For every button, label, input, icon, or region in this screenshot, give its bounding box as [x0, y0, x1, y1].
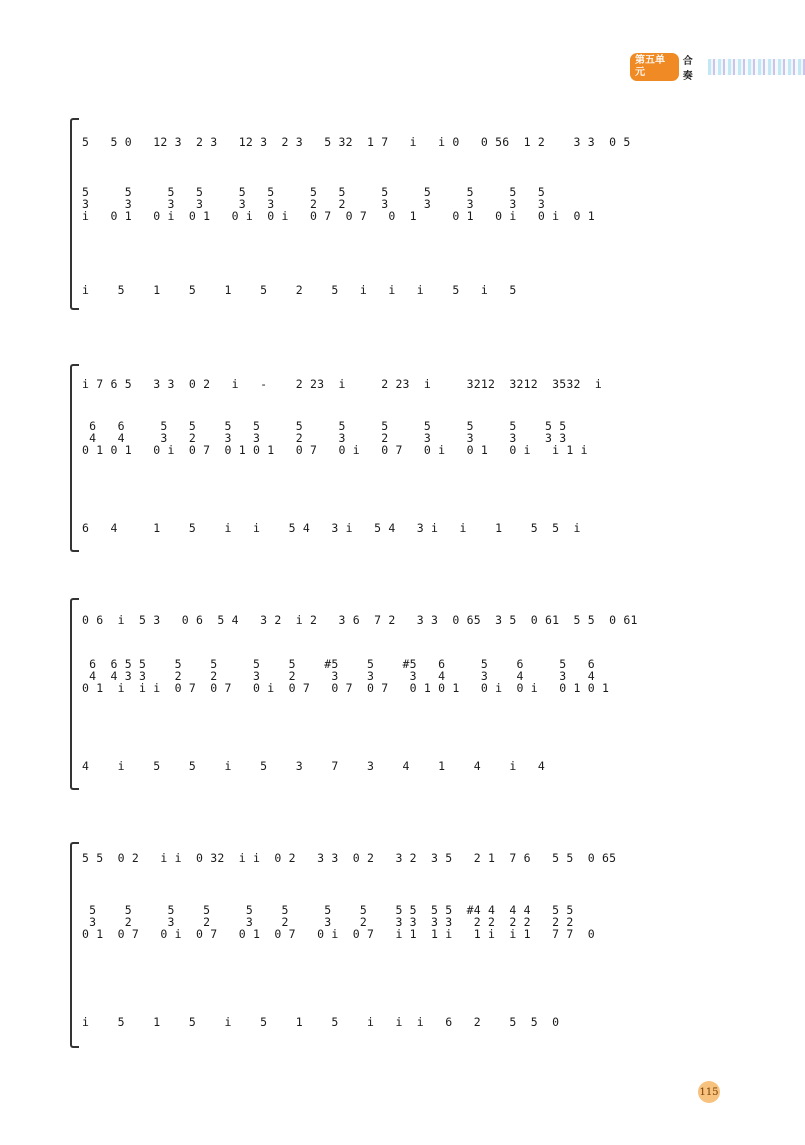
section-title: 合奏: [682, 56, 693, 82]
system-brace: [70, 598, 79, 790]
notation-line: 5 5 0 12 3 2 3 12 3 2 3 5 32 1 7 i i 0 0 56 1 2 3 3 0 5: [82, 135, 631, 149]
system-brace: [70, 118, 79, 310]
notation-line: 6 6 5 5 5 5 5 5 #5 5 #5 6 5 6 5 6: [82, 657, 595, 671]
notation-line: 4 4 3 3 2 2 3 2 3 3 3 4 3 4 3 4: [82, 669, 595, 683]
bass-part: [82, 520, 730, 564]
page-number: 115: [698, 1081, 720, 1103]
notation-line: 0 1 i i i 0 7 0 7 0 i 0 7 0 7 0 7 0 1 0 1 0 i 0 i 0 1 0 1: [82, 681, 610, 695]
notation-line: 5 5 0 2 i i 0 32 i i 0 2 3 3 0 2 3 2 3 5 2 1 7 6 5 5 0 65: [82, 851, 617, 865]
notation-line: 4 4 3 2 3 3 2 3 2 3 3 3 3 3: [82, 431, 567, 445]
bass-part: [82, 1014, 730, 1058]
notation-line: 3 3 3 3 3 3 2 2 3 3 3 3 3: [82, 197, 546, 211]
notation-line: 0 6 i 5 3 0 6 5 4 3 2 i 2 3 6 7 2 3 3 0 65 3 5 0 61 5 5 0 61: [82, 613, 638, 627]
notation-line: 6 6 5 5 5 5 5 5 5 5 5 5 5 5: [82, 419, 567, 433]
score-system-3: [70, 598, 730, 790]
unit-badge: 第五单元: [630, 53, 679, 81]
harmony-part: [82, 184, 730, 228]
harmony-part: [82, 656, 730, 700]
notation-line: i 5 1 5 i 5 1 5 i i i 6 2 5 5 0: [82, 1015, 560, 1029]
bass-part: [82, 758, 730, 802]
notation-line: 0 1 0 1 0 i 0 7 0 1 0 1 0 7 0 i 0 7 0 i 0 1 0 i i 1 i: [82, 443, 588, 457]
melody-part: [82, 848, 730, 892]
system-brace: [70, 364, 79, 552]
harmony-part: [82, 418, 730, 462]
unit-header: [630, 55, 805, 82]
notation-line: 0 1 0 7 0 i 0 7 0 1 0 7 0 i 0 7 i 1 1 i 1 i i 1 7 7 0: [82, 927, 595, 941]
header-decoration: [708, 59, 805, 75]
notation-line: 3 2 3 2 3 2 3 2 3 3 3 3 2 2 2 2 2 2: [82, 915, 574, 929]
notation-line: 5 5 5 5 5 5 5 5 5 5 5 5 5: [82, 185, 546, 199]
score-system-2: [70, 364, 730, 552]
harmony-part: [82, 902, 730, 946]
score-system-1: [70, 118, 730, 310]
notation-line: 4 i 5 5 i 5 3 7 3 4 1 4 i 4: [82, 759, 546, 773]
score-system-4: [70, 842, 730, 1048]
notation-line: i 5 1 5 1 5 2 5 i i i 5 i 5: [82, 283, 517, 297]
system-brace: [70, 842, 79, 1048]
melody-part: [82, 132, 730, 176]
notation-line: 6 4 1 5 i i 5 4 3 i 5 4 3 i i 1 5 5 i: [82, 521, 581, 535]
bass-part: [82, 282, 730, 326]
notation-line: 5 5 5 5 5 5 5 5 5 5 5 5 #4 4 4 4 5 5: [82, 903, 574, 917]
notation-line: i 0 1 0 i 0 1 0 i 0 i 0 7 0 7 0 1 0 1 0 i 0 i 0 1: [82, 209, 595, 223]
melody-part: [82, 374, 730, 418]
notation-line: i 7 6 5 3 3 0 2 i - 2 23 i 2 23 i 3212 3212 3532 i: [82, 377, 603, 391]
melody-part: [82, 610, 730, 654]
